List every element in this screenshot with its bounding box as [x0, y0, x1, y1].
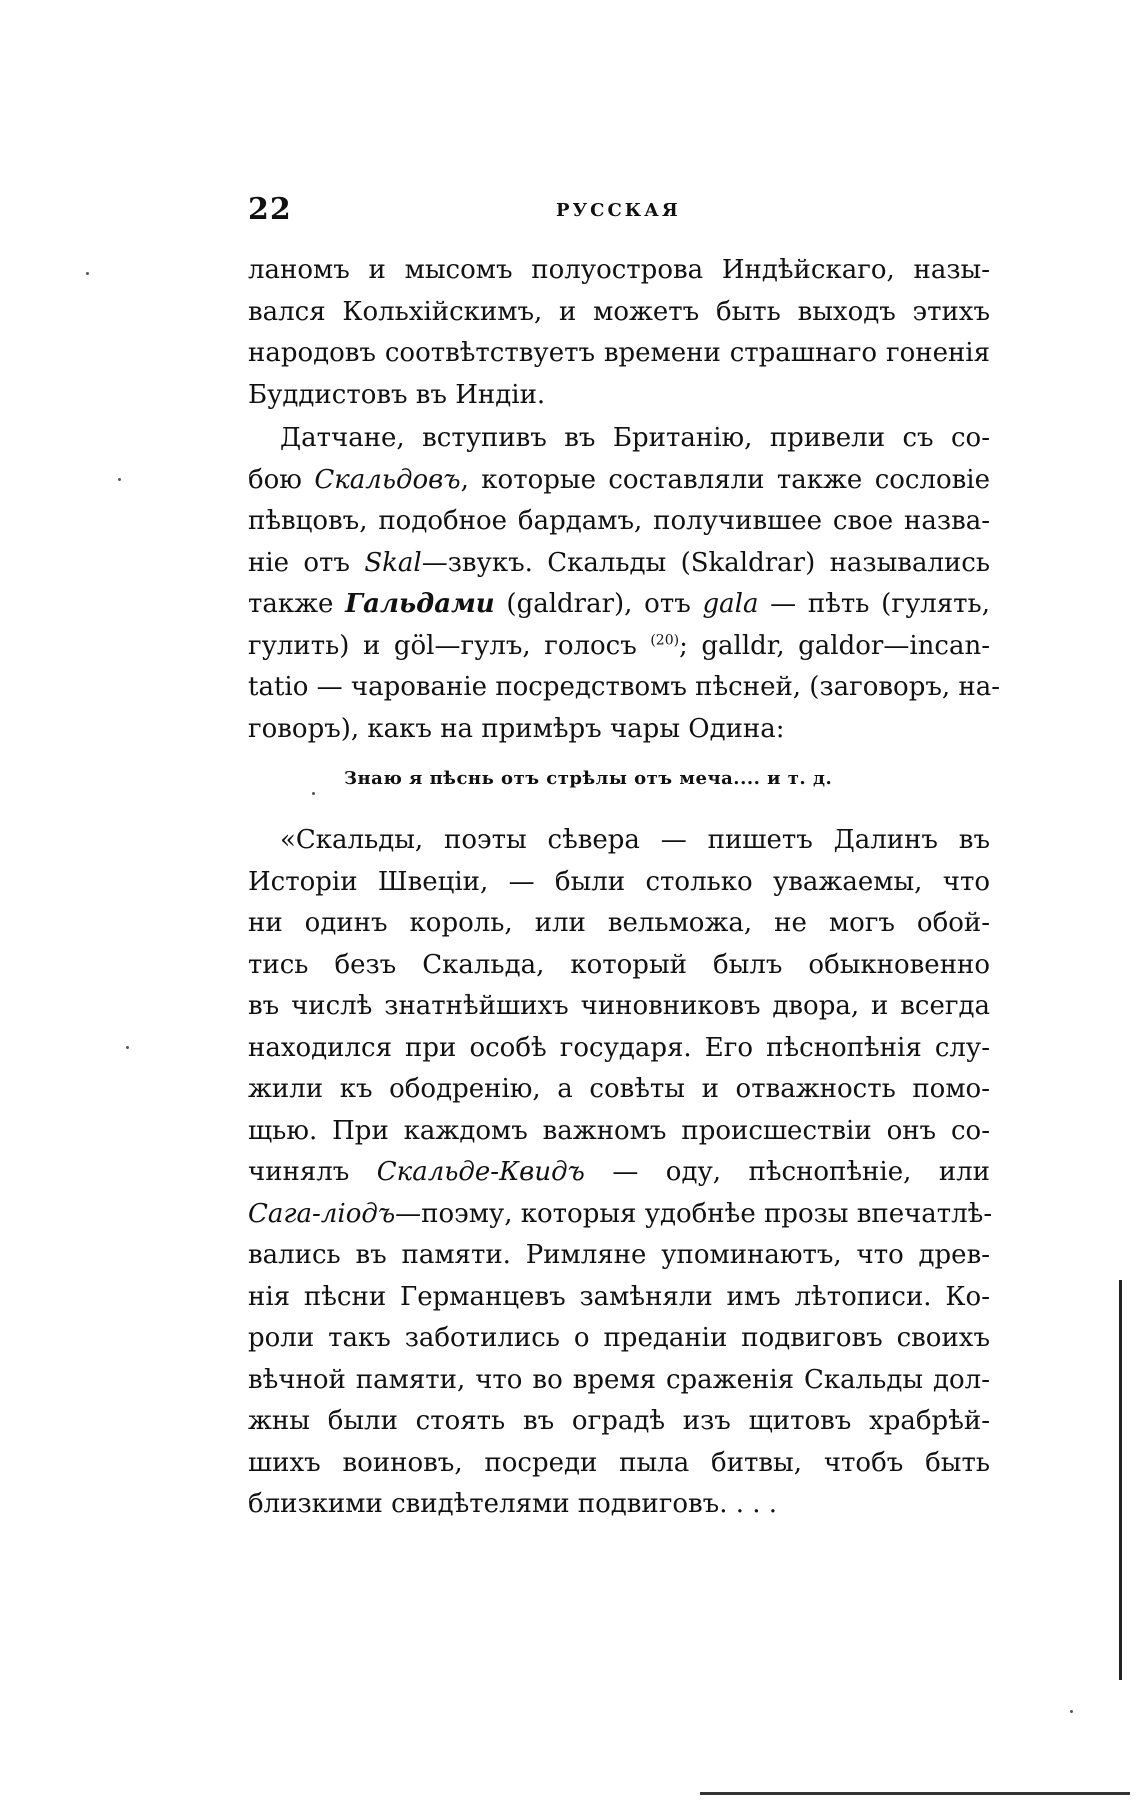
text-line: близкими свидѣтелями подвиговъ. . . .: [248, 1489, 778, 1519]
text-line: Датчане, вступивъ въ Британію, привели съ со-: [280, 423, 990, 453]
scan-speck: [1070, 1710, 1073, 1713]
text-line: говоръ), какъ на примѣръ чары Одина:: [248, 713, 785, 744]
text-line: щью. При каждомъ важномъ происшествіи онъ со-: [248, 1115, 990, 1146]
text-line: Буддистовъ въ Индіи.: [248, 379, 546, 410]
text-run: также: [248, 589, 346, 619]
text-line: вѣчной памяти, что во время сраженія Скальды дол-: [248, 1364, 990, 1395]
text-line: жны были стоять въ оградѣ изъ щитовъ храбрѣй-: [248, 1406, 990, 1436]
text-line: [248, 1194, 993, 1236]
text-line: [248, 626, 990, 668]
verse-quote: Знаю я пѣснь отъ стрѣлы отъ меча.... и т. д.: [344, 768, 833, 789]
text-line: ланомъ и мысомъ полуострова Индѣйскаго, назы-: [248, 255, 990, 285]
text-line: вался Кольхійскимъ, и можетъ быть выходъ этихъ: [248, 296, 990, 327]
italic-term: Скальде-Квидъ: [376, 1157, 585, 1187]
scan-bottom-line: [700, 1792, 1130, 1795]
scan-speck: [312, 792, 315, 795]
scan-speck: [118, 478, 121, 481]
text-line: находился при особѣ государя. Его пѣснопѣнія слу-: [248, 1032, 990, 1063]
paragraph-3: [248, 820, 993, 1526]
text-line: въ числѣ знатнѣйшихъ чиновниковъ двора, и всегда: [248, 991, 990, 1021]
text-line: tatio — чарованіе посредствомъ пѣсней, (заговоръ, на-: [248, 672, 1001, 702]
text-line: роли такъ заботились о преданіи подвиговъ своихъ: [248, 1323, 990, 1353]
paragraph-2: [248, 418, 1001, 750]
text-run: ; galldr, galdor—incan-: [679, 630, 990, 661]
paragraph-1: [248, 250, 990, 416]
italic-term: Сага-ліодъ: [248, 1198, 396, 1229]
text-line: шихъ воиновъ, посреди пыла битвы, чтобъ быть: [248, 1447, 990, 1478]
italic-term: Скальдовъ: [314, 464, 461, 495]
text-line: жили къ ободренію, а совѣты и отважность помо-: [248, 1074, 990, 1104]
running-head: РУССКАЯ: [556, 200, 681, 221]
italic-term: gala: [702, 589, 759, 619]
text-line: народовъ соотвѣтствуетъ времени страшнаго гоненія: [248, 338, 990, 368]
italic-term: Skal: [364, 547, 422, 578]
text-run: —звукъ. Скальды (Skaldrar) назывались: [421, 547, 991, 578]
text-line: «Скальды, поэты сѣвера — пишетъ Далинъ въ: [280, 825, 990, 855]
text-line: тись безъ Скальда, который былъ обыкновенно: [248, 949, 990, 980]
text-line: вались въ памяти. Римляне упоминаютъ, что древ-: [248, 1240, 990, 1270]
footnote-ref: (20): [650, 631, 680, 648]
scan-speck: [126, 1046, 129, 1049]
text-line: [248, 460, 990, 502]
scan-speck: [86, 272, 89, 275]
text-run: чинялъ: [248, 1157, 377, 1187]
page-header: [248, 192, 988, 232]
text-run: ніе отъ: [248, 547, 365, 578]
text-run: —поэму, которыя удобнѣе прозы впечатлѣ-: [395, 1198, 993, 1229]
text-run: — оду, пѣснопѣніе, или: [584, 1157, 990, 1187]
text-line: Исторіи Швеціи, — были столько уважаемы, что: [248, 866, 990, 897]
text-line: ни одинъ король, или вельможа, не могъ обой-: [248, 908, 990, 938]
text-run: , которые составляли также сословіе: [460, 464, 990, 495]
text-line: [248, 584, 990, 626]
text-run: бою: [248, 464, 315, 495]
scan-edge-line: [1119, 1280, 1122, 1680]
text-run: — пѣть (гулять,: [758, 589, 990, 619]
italic-term: Гальдами: [345, 589, 495, 619]
text-line: пѣвцовъ, подобное бардамъ, получившее свое назва-: [248, 506, 990, 536]
text-line: [248, 1152, 990, 1194]
text-run: гулить) и göl—гулъ, голосъ: [248, 630, 651, 661]
text-run: (galdrar), отъ: [494, 589, 703, 619]
text-line: [248, 543, 990, 585]
page-number: 22: [248, 192, 292, 227]
text-line: нія пѣсни Германцевъ замѣняли имъ лѣтописи. Ко-: [248, 1281, 990, 1312]
